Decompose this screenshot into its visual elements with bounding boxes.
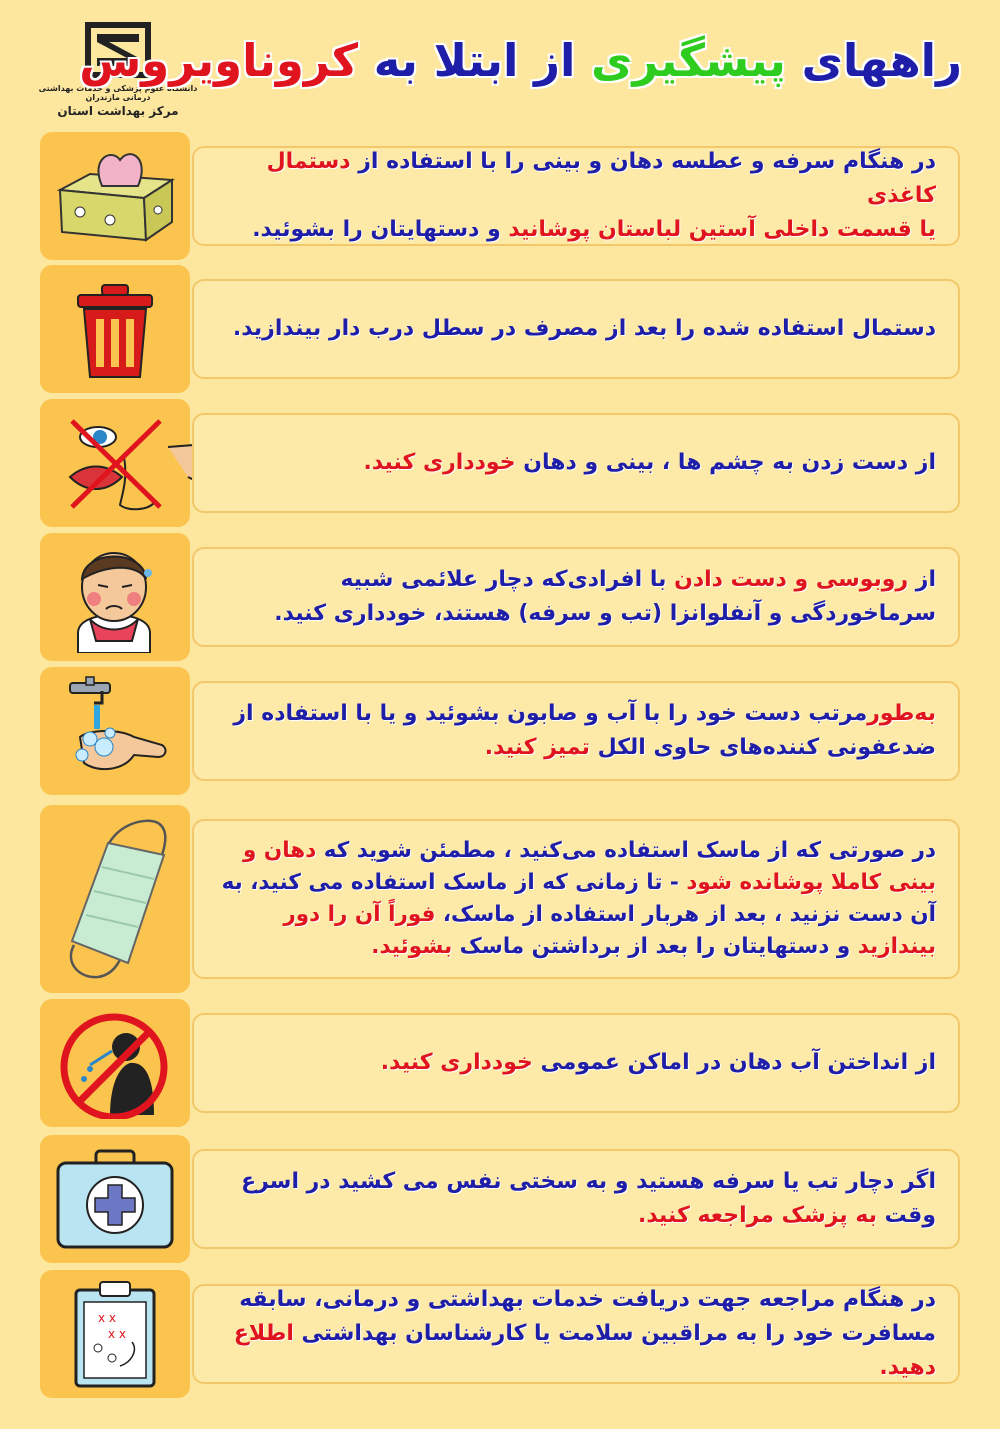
- tip-icon-box: [40, 265, 190, 393]
- header: [0, 0, 1000, 125]
- face-mask-icon: [50, 813, 180, 985]
- tip-icon-box: [40, 999, 190, 1127]
- tip-text-segment: از انداختن آب دهان در اماکن عمومی: [532, 1049, 936, 1075]
- tip-text: [192, 819, 960, 979]
- tip-text-segment: در هنگام مراجعه جهت دریافت خدمات بهداشتی و درمانی، سابقه مسافرت خود را به مراقبین سلامت یا کارشناسان بهداشتی: [239, 1286, 936, 1346]
- svg-text:x x: x x: [98, 1311, 117, 1325]
- tip-text-segment: به پزشک مراجعه کنید.: [637, 1203, 877, 1228]
- tip-text-segment: دهان و بینی کاملا پوشانده شود: [243, 837, 936, 895]
- tip-text-segment: روبوسی و دست دادن: [674, 566, 909, 592]
- tip-text-segment: در صورتی که از ماسک استفاده می‌کنید ، مطمئن شوید که: [316, 837, 936, 863]
- tip-row-2: [0, 265, 1000, 393]
- tip-text-segment: اطلاع دهید.: [233, 1320, 936, 1381]
- tip-text-segment: و دستهایتان را بعد از برداشتن ماسک: [452, 934, 858, 960]
- first-aid-kit-icon: [50, 1143, 180, 1255]
- no-spitting-icon: [50, 1007, 180, 1119]
- tip-row-8: [0, 1135, 1000, 1263]
- tissue-box-icon: [50, 140, 180, 252]
- clipboard-icon: [50, 1278, 180, 1390]
- tip-text-segment: یا قسمت داخلی آستین لباستان پوشانید: [500, 217, 936, 243]
- tip-icon-box: [40, 132, 190, 260]
- tip-icon-box: [40, 533, 190, 661]
- tip-icon-box: [40, 399, 190, 527]
- tip-text-segment: خودداری کنید.: [363, 449, 516, 475]
- tip-row-5: [0, 667, 1000, 795]
- tip-text-segment: - تا زمانی که از ماسک استفاده می کنید، به آن دست نزنید ، بعد از هربار استفاده از ماسک،: [221, 869, 936, 927]
- tip-text: [192, 681, 960, 781]
- sick-person-icon: [50, 541, 180, 653]
- title-part-3: از ابتلا به: [358, 34, 592, 87]
- title-part-2: پیشگیری: [591, 34, 786, 87]
- tip-icon-box: [40, 1270, 190, 1398]
- tip-text-segment: بشوئید.: [371, 934, 453, 960]
- tip-row-6: [0, 805, 1000, 993]
- tip-text-segment: اگر دچار تب یا سرفه هستید و به سختی نفس می کشید در اسرع وقت: [241, 1168, 936, 1228]
- tip-text-segment: فوراً آن را دور بیندازید: [283, 902, 936, 960]
- tip-text-segment: و دستهایتان را بشوئید.: [252, 217, 501, 243]
- trash-can-icon: [50, 273, 180, 385]
- tip-row-7: [0, 999, 1000, 1127]
- tip-row-4: [0, 533, 1000, 661]
- tip-text: [192, 146, 960, 246]
- tip-row-9: [0, 1270, 1000, 1398]
- tip-row-3: [0, 399, 1000, 527]
- title-part-1: راههای: [785, 34, 962, 87]
- org-center: مرکز بهداشت استان: [57, 104, 179, 118]
- tip-icon-box: [40, 1135, 190, 1263]
- tip-text-segment: دستمال استفاده شده را بعد از مصرف در سطل درب دار بیندازید.: [232, 315, 936, 341]
- tip-text: [192, 413, 960, 513]
- tip-icon-box: [40, 667, 190, 795]
- tip-text: [192, 1284, 960, 1384]
- org-name: دانشگاه علوم پزشکی و خدمات بهداشتی درمانی مازندران: [38, 84, 198, 102]
- tip-text: [192, 547, 960, 647]
- hand-washing-icon: [50, 675, 180, 787]
- svg-text:x x: x x: [108, 1327, 127, 1341]
- tip-text: [192, 1013, 960, 1113]
- tip-text-segment: دستمال کاغذی: [266, 148, 936, 208]
- tip-text-segment: در هنگام سرفه و عطسه دهان و بینی را با استفاده از: [350, 148, 936, 174]
- tip-text: [192, 279, 960, 379]
- tip-icon-box: [40, 805, 190, 993]
- tip-text-segment: خودداری کنید.: [380, 1049, 533, 1075]
- tip-text-segment: از: [908, 566, 936, 592]
- title-part-4: کروناویروس: [79, 34, 359, 87]
- tip-text-segment: مرتب دست خود را با آب و صابون بشوئید و یا با استفاده از ضدعفونی کننده‌های حاوی الکل: [233, 700, 936, 760]
- tip-text-segment: با افرادی‌که دچار علائمی شبیه سرماخوردگی و آنفلوانزا (تب و سرفه) هستند، خودداری کنید.: [274, 566, 936, 626]
- tip-text-segment: از دست زدن به چشم ها ، بینی و دهان: [515, 449, 936, 475]
- tip-row-1: [0, 132, 1000, 260]
- tip-text-segment: تمیز کنید.: [484, 735, 590, 760]
- tip-text-segment: به‌طور: [867, 700, 936, 726]
- tip-text: [192, 1149, 960, 1249]
- page-title: [79, 34, 962, 87]
